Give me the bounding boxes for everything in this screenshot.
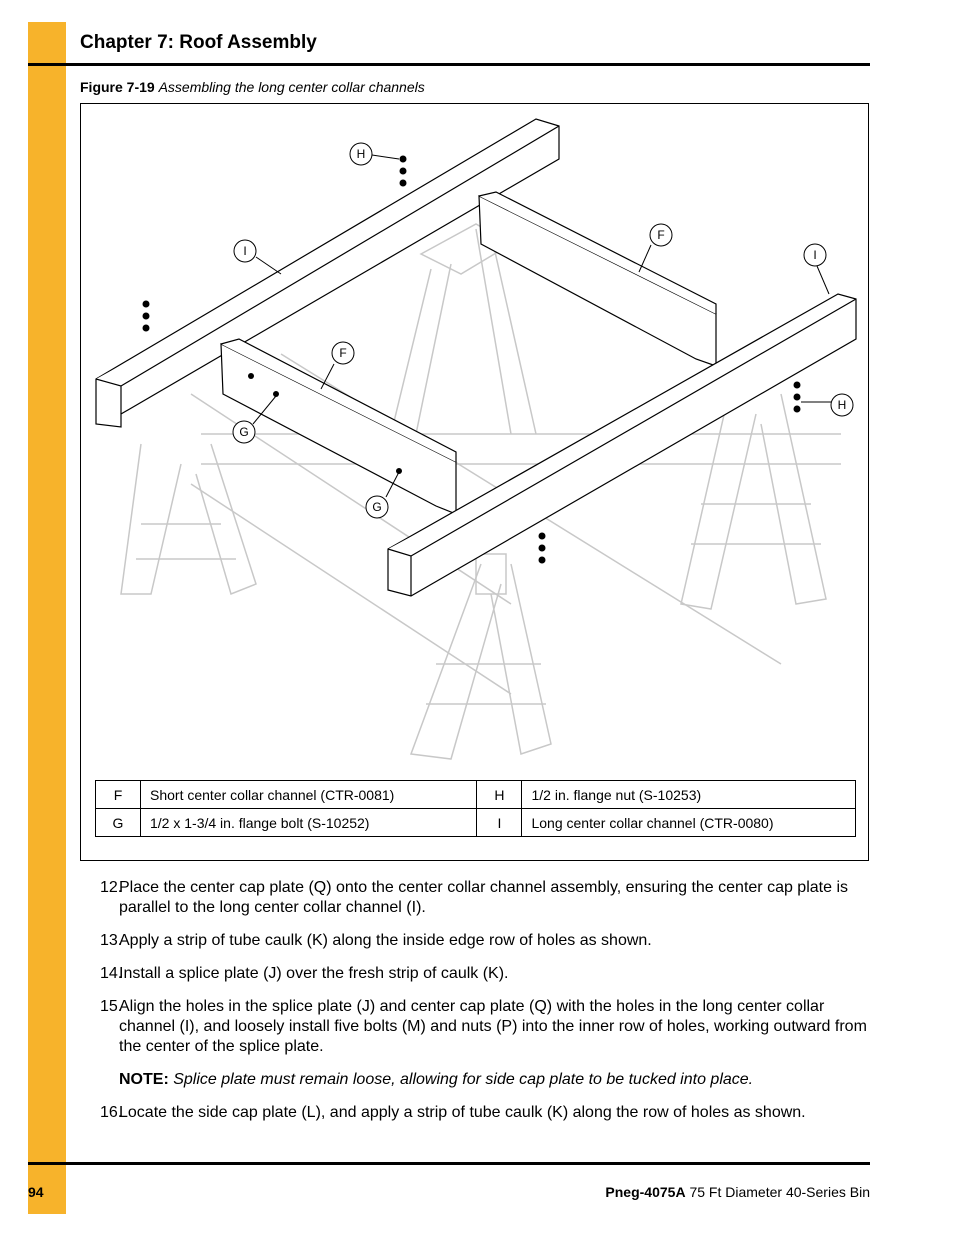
instruction-steps <box>100 878 870 1136</box>
legend-description: Long center collar channel (CTR-0080) <box>522 809 856 837</box>
callout-f-back <box>639 224 672 272</box>
step-14 <box>100 964 870 984</box>
legend-row <box>96 781 856 809</box>
legend-description: Short center collar channel (CTR-0081) <box>141 781 477 809</box>
legend-description: 1/2 x 1-3/4 in. flange bolt (S-10252) <box>141 809 477 837</box>
step-text: Align the holes in the splice plate (J) and center cap plate (Q) with the holes in the long center collar channel (I), and loosely install five bolts (M) and nuts (P) into the inner row of holes, working outward from the center of the splice plate. <box>119 998 867 1055</box>
legend-key: I <box>477 809 522 837</box>
step-text: Locate the side cap plate (L), and apply a strip of tube caulk (K) along the row of holes as shown. <box>119 1104 806 1121</box>
step-13 <box>100 931 870 951</box>
step-15 <box>100 997 870 1057</box>
note-text: Splice plate must remain loose, allowing for side cap plate to be tucked into place. <box>173 1071 754 1088</box>
step-number: 12. <box>100 879 123 896</box>
legend-key: G <box>96 809 141 837</box>
svg-text:I: I <box>813 248 817 262</box>
page-number: 94 <box>28 1184 44 1200</box>
svg-text:G: G <box>239 425 249 439</box>
svg-text:H: H <box>837 398 847 412</box>
svg-text:G: G <box>372 500 382 514</box>
step-number: 14. <box>100 965 123 982</box>
legend-key: H <box>477 781 522 809</box>
step-text: Place the center cap plate (Q) onto the center collar channel assembly, ensuring the center cap plate is parallel to the long center collar channel (I). <box>119 879 848 916</box>
figure-number: Figure 7-19 <box>80 79 155 95</box>
figure-frame <box>80 103 869 861</box>
legend-description: 1/2 in. flange nut (S-10253) <box>522 781 856 809</box>
callout-h-top <box>350 143 399 165</box>
step-number: 13. <box>100 932 123 949</box>
step-number: 15. <box>100 998 123 1015</box>
step-16 <box>100 1103 870 1123</box>
legend-key: F <box>96 781 141 809</box>
footer-document-title <box>605 1184 870 1200</box>
step-text: Apply a strip of tube caulk (K) along the inside edge row of holes as shown. <box>119 932 652 949</box>
callout-i-left <box>234 240 281 274</box>
chapter-title: Chapter 7: Roof Assembly <box>80 32 317 53</box>
callout-i-right <box>804 244 829 294</box>
step-12 <box>100 878 870 918</box>
svg-text:H: H <box>356 147 366 161</box>
svg-text:F: F <box>339 346 347 360</box>
chapter-sidebar-tab <box>28 22 66 1214</box>
assembly-illustration <box>81 104 868 774</box>
header-rule <box>28 63 870 66</box>
callout-h-right <box>801 394 853 416</box>
document-id: Pneg-4075A <box>605 1184 686 1200</box>
step-text: Install a splice plate (J) over the fresh strip of caulk (K). <box>119 965 509 982</box>
svg-text:F: F <box>657 228 665 242</box>
parts-legend-table <box>95 780 856 837</box>
legend-row <box>96 809 856 837</box>
figure-caption <box>80 79 425 95</box>
note <box>119 1070 870 1090</box>
footer-rule <box>28 1162 870 1165</box>
note-label: NOTE: <box>119 1071 169 1088</box>
document-title: 75 Ft Diameter 40-Series Bin <box>689 1184 870 1200</box>
svg-text:I: I <box>243 244 247 258</box>
step-number: 16. <box>100 1104 123 1121</box>
figure-title: Assembling the long center collar channels <box>158 79 425 95</box>
